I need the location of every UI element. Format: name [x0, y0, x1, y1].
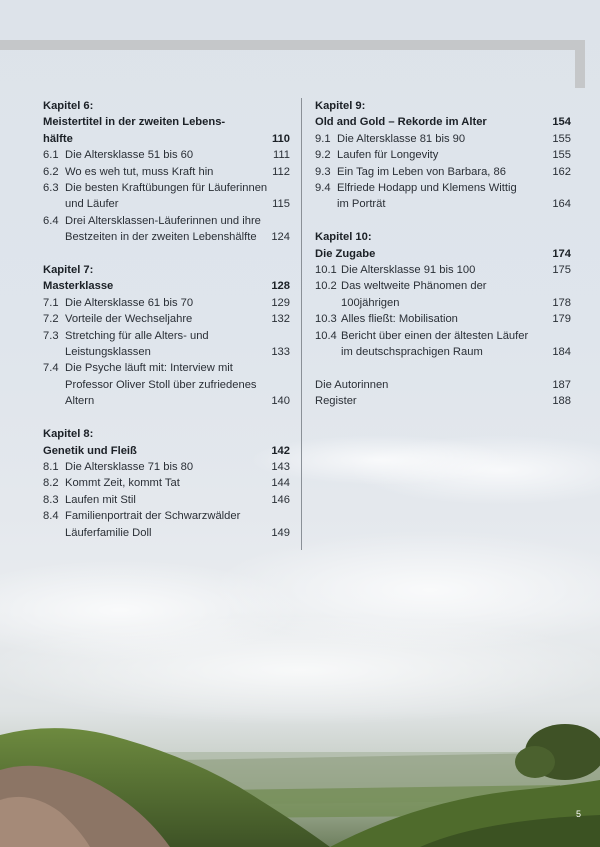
entry-number: 9.3	[315, 165, 331, 178]
entry-number: 7.2	[43, 313, 59, 326]
toc-entry-10-4-cont	[315, 344, 571, 360]
toc-entry-10-2	[315, 278, 571, 294]
entry-number: 10.3	[315, 313, 337, 326]
entry-title: Ein Tag im Leben von Barbara, 86	[337, 165, 506, 178]
chapter-8-page: 142	[271, 444, 290, 457]
entry-page: 146	[271, 493, 290, 506]
entry-title: Familienportrait der Schwarzwälder	[65, 510, 241, 523]
entry-title: Vorteile der Wechseljahre	[65, 313, 193, 326]
chapter-9-page: 154	[552, 116, 571, 129]
toc-entry-9-3	[315, 164, 571, 180]
entry-page: 140	[271, 395, 290, 408]
entry-page: 188	[552, 395, 571, 408]
entry-page: 149	[271, 526, 290, 539]
entry-title: Elfriede Hodapp und Klemens Wittig	[337, 182, 517, 195]
entry-title: Die Autorinnen	[315, 378, 389, 391]
entry-title: Die Altersklasse 71 bis 80	[65, 460, 194, 473]
toc-entry-10-3	[315, 311, 571, 327]
toc-entry-8-4-cont	[43, 525, 290, 541]
toc-entry-10-4	[315, 328, 571, 344]
toc-entry-6-4	[43, 213, 290, 229]
chapter-10-page: 174	[552, 247, 571, 260]
entry-title-cont: Bestzeiten in der zweiten Lebenshälfte	[65, 231, 257, 244]
toc-entry-7-4-cont1	[43, 377, 290, 393]
entry-page: 155	[552, 132, 571, 145]
chapter-10-title-row	[315, 246, 571, 262]
toc-entry-9-4	[315, 180, 571, 196]
entry-title-cont: Leistungsklassen	[65, 346, 151, 359]
entry-page: 115	[272, 198, 290, 211]
entry-page: 132	[271, 313, 290, 326]
entry-title-cont: und Läufer	[65, 198, 119, 211]
entry-title: Die besten Kraftübungen für Läuferinnen	[65, 182, 268, 195]
entry-page: 155	[552, 149, 571, 162]
entry-page: 179	[552, 313, 571, 326]
toc-entry-9-2	[315, 147, 571, 163]
chapter-10-title: Die Zugabe	[315, 247, 376, 260]
entry-page: 175	[552, 264, 571, 277]
toc-entry-8-1	[43, 459, 290, 475]
entry-title: Das weltweite Phänomen der	[341, 280, 487, 293]
entry-page: 162	[552, 165, 571, 178]
column-divider	[301, 98, 302, 550]
toc-entry-6-4-cont	[43, 229, 290, 245]
entry-title: Stretching für alle Alters- und	[65, 329, 209, 342]
entry-number: 7.3	[43, 329, 59, 342]
entry-page: 178	[552, 296, 571, 309]
entry-page: 143	[271, 460, 290, 473]
entry-page: 124	[271, 231, 290, 244]
entry-title: Drei Altersklassen-Läuferinnen und ihre	[65, 214, 261, 227]
entry-page: 164	[552, 198, 571, 211]
entry-number: 10.4	[315, 329, 337, 342]
entry-title: Bericht über einen der ältesten Läufer	[341, 329, 529, 342]
chapter-6-label: Kapitel 6:	[43, 100, 94, 112]
entry-number: 6.1	[43, 149, 59, 162]
chapter-7-title-row	[43, 278, 290, 294]
entry-title-cont: 100jährigen	[341, 296, 400, 309]
entry-title: Kommt Zeit, kommt Tat	[65, 477, 180, 490]
entry-title: Die Psyche läuft mit: Interview mit	[65, 362, 233, 375]
chapter-7-label: Kapitel 7:	[43, 264, 94, 277]
chapter-8-title-row	[43, 443, 290, 459]
entry-title-cont: Altern	[65, 395, 95, 408]
page-number: 5	[576, 809, 582, 819]
toc-entry-9-4-cont	[315, 196, 571, 212]
chapter-7-page: 128	[271, 280, 290, 293]
toc-entry-9-1	[315, 131, 571, 147]
entry-number: 6.3	[43, 182, 59, 195]
toc-entry-autorinnen	[315, 377, 571, 393]
entry-number: 9.1	[315, 132, 331, 145]
entry-page: 129	[271, 296, 290, 309]
chapter-9-label: Kapitel 9:	[315, 100, 366, 112]
toc-entry-6-3	[43, 180, 290, 196]
entry-title: Die Altersklasse 61 bis 70	[65, 296, 194, 309]
toc-right-column	[315, 98, 571, 410]
entry-number: 8.2	[43, 477, 59, 490]
entry-number: 9.4	[315, 182, 331, 195]
chapter-8-title: Genetik und Fleiß	[43, 444, 137, 457]
entry-number: 8.1	[43, 460, 59, 473]
entry-title-cont: Professor Oliver Stoll über zufriedenes	[65, 378, 257, 391]
entry-number: 10.1	[315, 264, 337, 277]
entry-page: 133	[271, 346, 290, 359]
toc-entry-7-2	[43, 311, 290, 327]
entry-page: 184	[552, 346, 571, 359]
chapter-6-title-line1: Meistertitel in der zweiten Lebens-	[43, 116, 226, 129]
entry-title-cont: im Porträt	[337, 198, 386, 211]
chapter-10-label: Kapitel 10:	[315, 231, 372, 244]
entry-page: 144	[271, 477, 290, 490]
toc-entry-7-4-cont2	[43, 393, 290, 409]
entry-title: Laufen für Longevity	[337, 149, 439, 162]
toc-entry-7-3	[43, 328, 290, 344]
entry-number: 6.2	[43, 165, 59, 178]
chapter-9-title-row	[315, 114, 571, 130]
toc-entry-8-3	[43, 492, 290, 508]
chapter-6-title-line2: hälfte	[43, 132, 73, 145]
toc-entry-7-1	[43, 295, 290, 311]
chapter-8-label: Kapitel 8:	[43, 428, 94, 441]
chapter-6-page: 110	[271, 132, 290, 145]
toc-left-column	[43, 98, 290, 541]
entry-title-cont: im deutschsprachigen Raum	[341, 346, 483, 359]
toc-entry-10-1	[315, 262, 571, 278]
entry-title: Alles fließt: Mobilisation	[341, 313, 458, 326]
entry-title: Laufen mit Stil	[65, 493, 136, 506]
entry-title: Die Altersklasse 81 bis 90	[337, 132, 466, 145]
chapter-7-title: Masterklasse	[43, 280, 114, 293]
toc-entry-8-4	[43, 508, 290, 524]
toc-entry-6-1	[43, 147, 290, 163]
toc-entry-6-3-cont	[43, 196, 290, 212]
entry-page: 112	[272, 165, 290, 178]
toc-entry-10-2-cont	[315, 295, 571, 311]
toc-entry-register	[315, 393, 571, 409]
entry-number: 7.1	[43, 296, 59, 309]
entry-number: 9.2	[315, 149, 331, 162]
chapter-9-title: Old and Gold – Rekorde im Alter	[315, 116, 487, 129]
entry-number: 10.2	[315, 280, 337, 293]
entry-title: Die Altersklasse 51 bis 60	[65, 149, 194, 162]
top-decorative-bar	[0, 40, 585, 50]
entry-number: 8.4	[43, 510, 59, 523]
entry-title: Wo es weh tut, muss Kraft hin	[65, 165, 214, 178]
entry-number: 6.4	[43, 214, 59, 227]
entry-title: Die Altersklasse 91 bis 100	[341, 264, 476, 277]
toc-entry-6-2	[43, 164, 290, 180]
entry-number: 8.3	[43, 493, 59, 506]
toc-entry-7-3-cont	[43, 344, 290, 360]
chapter-6-title-row	[43, 131, 290, 147]
entry-number: 7.4	[43, 362, 59, 375]
toc-entry-8-2	[43, 475, 290, 491]
toc-entry-7-4	[43, 360, 290, 376]
entry-page: 111	[272, 149, 290, 162]
entry-title: Register	[315, 395, 357, 408]
side-decorative-bar	[575, 40, 585, 88]
entry-page: 187	[552, 378, 571, 391]
entry-title-cont: Läuferfamilie Doll	[65, 526, 152, 539]
